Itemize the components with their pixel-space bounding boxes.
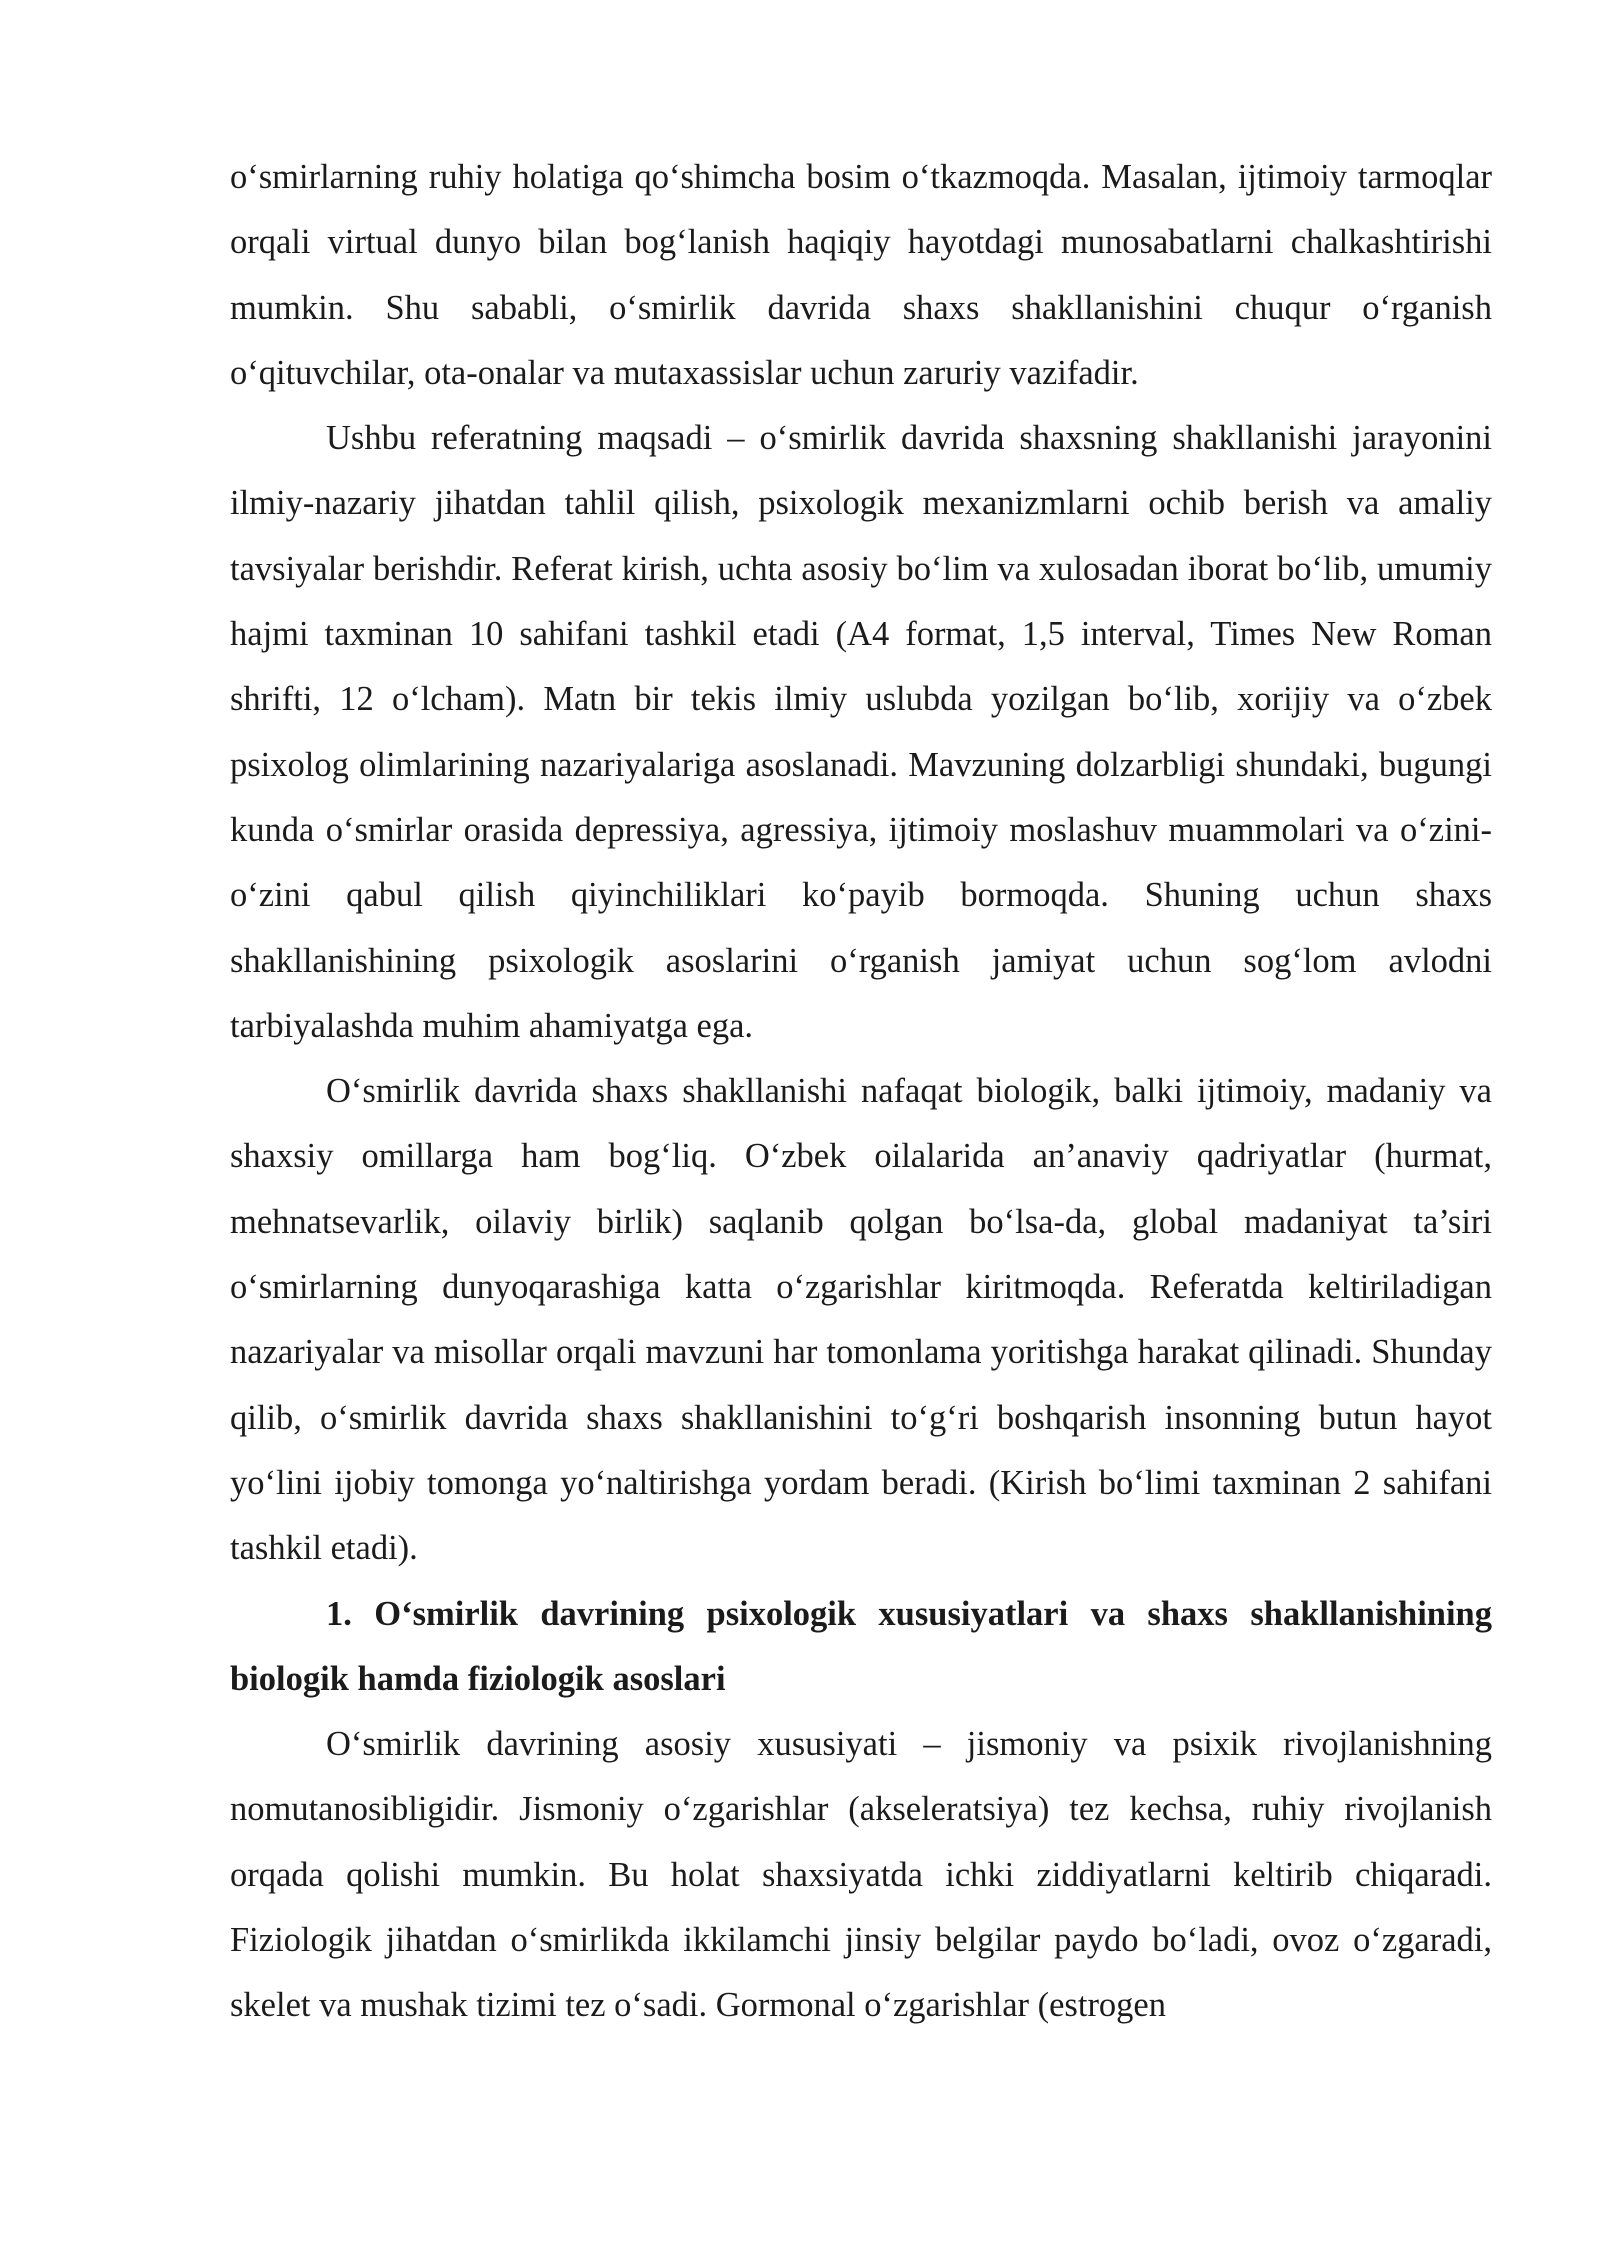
document-body <box>230 145 1492 2039</box>
paragraph-purpose: Ushbu referatning maqsadi – o‘smirlik davrida shaxsning shakllanishi jarayonini ilmiy-nazariy jihatdan tahlil qilish, psixologik mexanizmlarni ochib berish va amaliy tavsiyalar berishdir. Referat kirish, uchta asosiy bo‘lim va xulosadan iborat bo‘lib, umumiy hajmi taxminan 10 sahifani tashkil etadi (A4 format, 1,5 interval, Times New Roman shrifti, 12 o‘lcham). Matn bir tekis ilmiy uslubda yozilgan bo‘lib, xorijiy va o‘zbek psixolog olimlarining nazariyalariga asoslanadi. Mavzuning dolzarbligi shundaki, bugungi kunda o‘smirlar orasida depressiya, agressiya, ijtimoiy moslashuv muammolari va o‘zini-o‘zini qabul qilish qiyinchiliklari ko‘payib bormoqda. Shuning uchun shaxs shakllanishining psixologik asoslarini o‘rganish jamiyat uchun sog‘lom avlodni tarbiyalashda muhim ahamiyatga ega. <box>230 419 1492 1045</box>
paragraph-continued: o‘smirlarning ruhiy holatiga qo‘shimcha bosim o‘tkazmoqda. Masalan, ijtimoiy tarmoqlar orqali virtual dunyo bilan bog‘lanish haqiqiy hayotdagi munosabatlarni chalkashtirishi mumkin. Shu sababli, o‘smirlik davrida shaxs shakllanishini chuqur o‘rganish o‘qituvchilar, ota-onalar va mutaxassislar uchun zaruriy vazifadir. <box>230 158 1492 392</box>
section-heading: 1. O‘smirlik davrining psixologik xususiyatlari va shaxs shakllanishining biologik hamda fiziologik asoslari <box>230 1594 1492 1698</box>
paragraph-factors: O‘smirlik davrida shaxs shakllanishi nafaqat biologik, balki ijtimoiy, madaniy va shaxsiy omillarga ham bog‘liq. O‘zbek oilalarida an’anaviy qadriyatlar (hurmat, mehnatsevarlik, oilaviy birlik) saqlanib qolgan bo‘lsa-da, global madaniyat ta’siri o‘smirlarning dunyoqarashiga katta o‘zgarishlar kiritmoqda. Referatda keltiriladigan nazariyalar va misollar orqali mavzuni har tomonlama yoritishga harakat qilinadi. Shunday qilib, o‘smirlik davrida shaxs shakllanishini to‘g‘ri boshqarish insonning butun hayot yo‘lini ijobiy tomonga yo‘naltirishga yordam beradi. (Kirish bo‘limi taxminan 2 sahifani tashkil etadi). <box>230 1072 1492 1568</box>
paragraph-section-intro: O‘smirlik davrining asosiy xususiyati – jismoniy va psixik rivojlanishning nomutanosibligidir. Jismoniy o‘zgarishlar (akseleratsiya) tez kechsa, ruhiy rivojlanish orqada qolishi mumkin. Bu holat shaxsiyatda ichki ziddiyatlarni keltirib chiqaradi. Fiziologik jihatdan o‘smirlikda ikkilamchi jinsiy belgilar paydo bo‘ladi, ovoz o‘zgaradi, skelet va mushak tizimi tez o‘sadi. Gormonal o‘zgarishlar (estrogen <box>230 1725 1492 2025</box>
